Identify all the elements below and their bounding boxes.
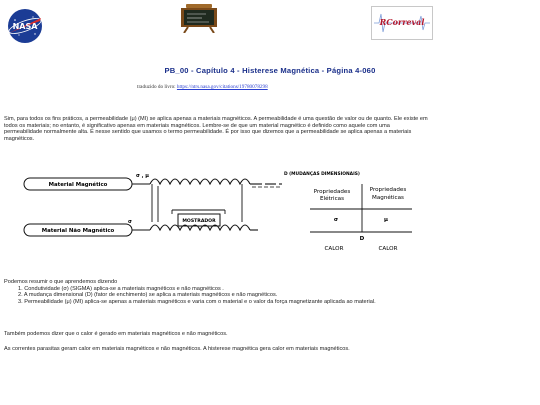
table-sigma: σ	[333, 217, 339, 223]
table-col-magnetic-2: Magnéticas	[372, 195, 404, 201]
table-col-magnetic-1: Propriedades	[369, 187, 407, 193]
magnetic-bar-label: Material Magnético	[48, 182, 108, 188]
table-col-electrical-2: Elétricas	[320, 196, 344, 202]
symbol-sigma: σ	[128, 219, 132, 225]
heat-paragraph: Também podemos dizer que o calor é gerado em materiais magnéticos e não magnéticos.	[4, 331, 228, 337]
source-prefix: traduzido do livro:	[137, 84, 177, 90]
table-col-electrical-1: Propriedades	[313, 189, 351, 195]
nonmagnetic-bar-label: Material Não Magnético	[41, 228, 115, 234]
table-mu: μ	[384, 217, 388, 223]
page-title: PB_00 - Capítulo 4 - Histerese Magnética - Página 4-060	[164, 66, 376, 75]
magnetic-figure	[20, 166, 420, 262]
eddy-paragraph: As correntes parasitas geram calor em materiais magnéticos e não magnéticos. A histerese magnética gera calor em materiais magnéticos.	[4, 346, 350, 352]
nasa-logo-text: NASA	[12, 22, 38, 31]
rc-logo-text: RCorreval	[379, 17, 425, 27]
properties-table	[310, 184, 412, 252]
intro-paragraph: Sim, para todos os fins práticos, a permeabilidade (μ) (MI) se aplica apenas a materiais magnéticos. A permeabilidade é uma questão de valor ou de quanto. Ele existe em todos os materiais; no entanto, é significativo apenas em materiais magnéticos. Lembre-se de que um material magnético é definido como aquele com uma permeabilidade normalmente alta. É nesse sentido que usamos o termo permeabilidade. É por isso que dizemos que a permeabilidade se aplica apenas a materiais magnéticos.	[4, 116, 428, 142]
table-d: D	[359, 236, 365, 242]
source-line	[137, 84, 268, 90]
d-dimension-label: D (MUDANÇAS DIMENSIONAIS)	[284, 172, 360, 177]
display-label: MOSTRADOR	[182, 219, 216, 224]
symbol-sigma-mu: σ , μ	[136, 173, 149, 179]
table-heat-right: CALOR	[378, 246, 398, 252]
chalkboard-icon	[176, 3, 222, 33]
rc-signature-logo	[371, 6, 433, 40]
summary-item: 2. A mudança dimensional (D) (fator de enchimento) se aplica a materiais magnéticos e não magnéticos.	[18, 292, 278, 299]
summary-block	[4, 279, 444, 306]
summary-item: 1. Condutividade (σ) (SIGMA) aplica-se a materiais magnéticos e não magnéticos .	[18, 285, 224, 292]
upper-coil	[150, 179, 250, 184]
summary-item: 3. Permeabilidade (μ) (MI) aplica-se apenas a materiais magnéticos e varia com o material e o valor da força magnetizante aplicada ao material.	[18, 299, 376, 306]
summary-lead: Podemos resumir o que aprendemos dizendo	[4, 279, 118, 285]
source-link[interactable]: https://ntrs.nasa.gov/citations/19780078298	[176, 84, 268, 90]
nasa-logo	[5, 6, 45, 46]
table-heat-left: CALOR	[324, 246, 344, 252]
